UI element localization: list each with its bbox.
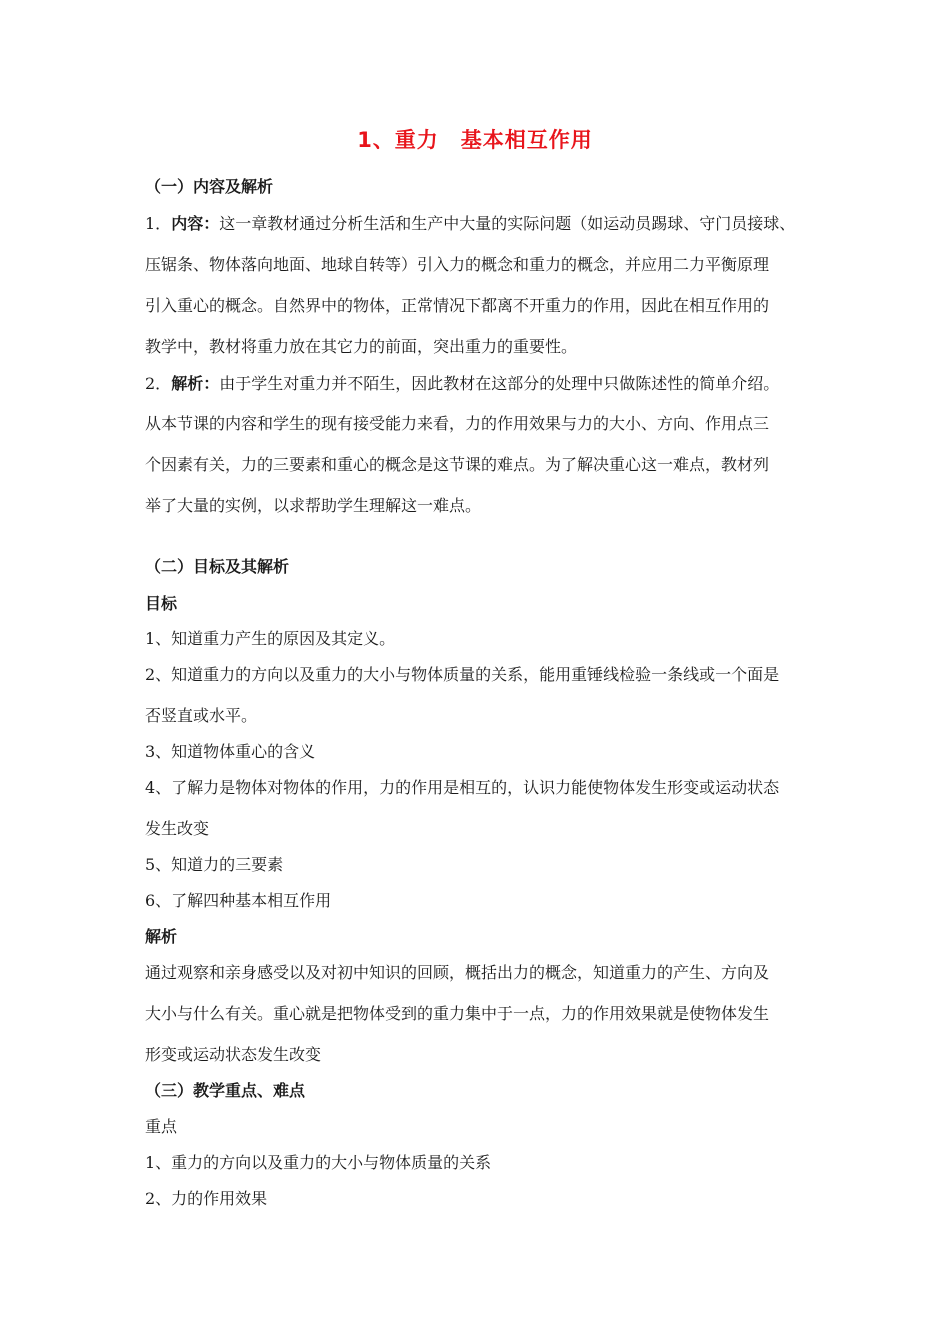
paragraph1-number: 1．	[145, 214, 172, 233]
goal-line: 发生改变	[145, 819, 210, 838]
section3-heading: （三）教学重点、难点	[145, 1081, 306, 1100]
key-points-heading: 重点	[145, 1117, 178, 1136]
section1-paragraph2-line4: 举了大量的实例，以求帮助学生理解这一难点。	[145, 496, 482, 515]
section1-paragraph1-line2: 压锯条、物体落向地面、地球自转等）引入力的概念和重力的概念，并应用二力平衡原理	[145, 255, 770, 274]
section1-heading: （一）内容及解析	[145, 177, 274, 196]
paragraph1-label: 内容：	[171, 214, 220, 233]
analysis-heading: 解析	[145, 927, 178, 946]
key-point-line: 1、重力的方向以及重力的大小与物体质量的关系	[145, 1153, 492, 1172]
section1-paragraph1-line4: 教学中，教材将重力放在其它力的前面，突出重力的重要性。	[145, 337, 578, 356]
goals-heading: 目标	[145, 594, 178, 613]
goal-line: 2、知道重力的方向以及重力的大小与物体质量的关系，能用重锤线检验一条线或一个面是	[145, 665, 780, 684]
section1-paragraph2-line1	[145, 374, 779, 394]
goal-line: 1、知道重力产生的原因及其定义。	[145, 629, 396, 648]
section2-heading: （二）目标及其解析	[145, 557, 290, 576]
goal-line: 6、了解四种基本相互作用	[145, 891, 332, 910]
goal-line: 否竖直或水平。	[145, 706, 258, 725]
goal-line: 5、知道力的三要素	[145, 855, 284, 874]
paragraph2-text: 由于学生对重力并不陌生，因此教材在这部分的处理中只做陈述性的简单介绍。	[219, 374, 780, 393]
key-point-line: 2、力的作用效果	[145, 1189, 268, 1208]
section1-paragraph1-line1	[145, 214, 795, 234]
goal-line: 4、了解力是物体对物体的作用，力的作用是相互的，认识力能使物体发生形变或运动状态	[145, 778, 780, 797]
analysis-line: 通过观察和亲身感受以及对初中知识的回顾，概括出力的概念，知道重力的产生、方向及	[145, 963, 770, 982]
section1-paragraph2-line3: 个因素有关，力的三要素和重心的概念是这节课的难点。为了解决重心这一难点，教材列	[145, 455, 770, 474]
goal-line: 3、知道物体重心的含义	[145, 742, 316, 761]
analysis-line: 形变或运动状态发生改变	[145, 1045, 322, 1064]
paragraph1-text: 这一章教材通过分析生活和生产中大量的实际问题（如运动员踢球、守门员接球、	[219, 214, 796, 233]
document-title: 1、重力 基本相互作用	[357, 128, 593, 152]
section1-paragraph1-line3: 引入重心的概念。自然界中的物体，正常情况下都离不开重力的作用，因此在相互作用的	[145, 296, 770, 315]
paragraph2-label: 解析：	[171, 374, 220, 393]
paragraph2-number: 2．	[145, 374, 172, 393]
analysis-line: 大小与什么有关。重心就是把物体受到的重力集中于一点，力的作用效果就是使物体发生	[145, 1004, 770, 1023]
section1-paragraph2-line2: 从本节课的内容和学生的现有接受能力来看，力的作用效果与力的大小、方向、作用点三	[145, 414, 770, 433]
